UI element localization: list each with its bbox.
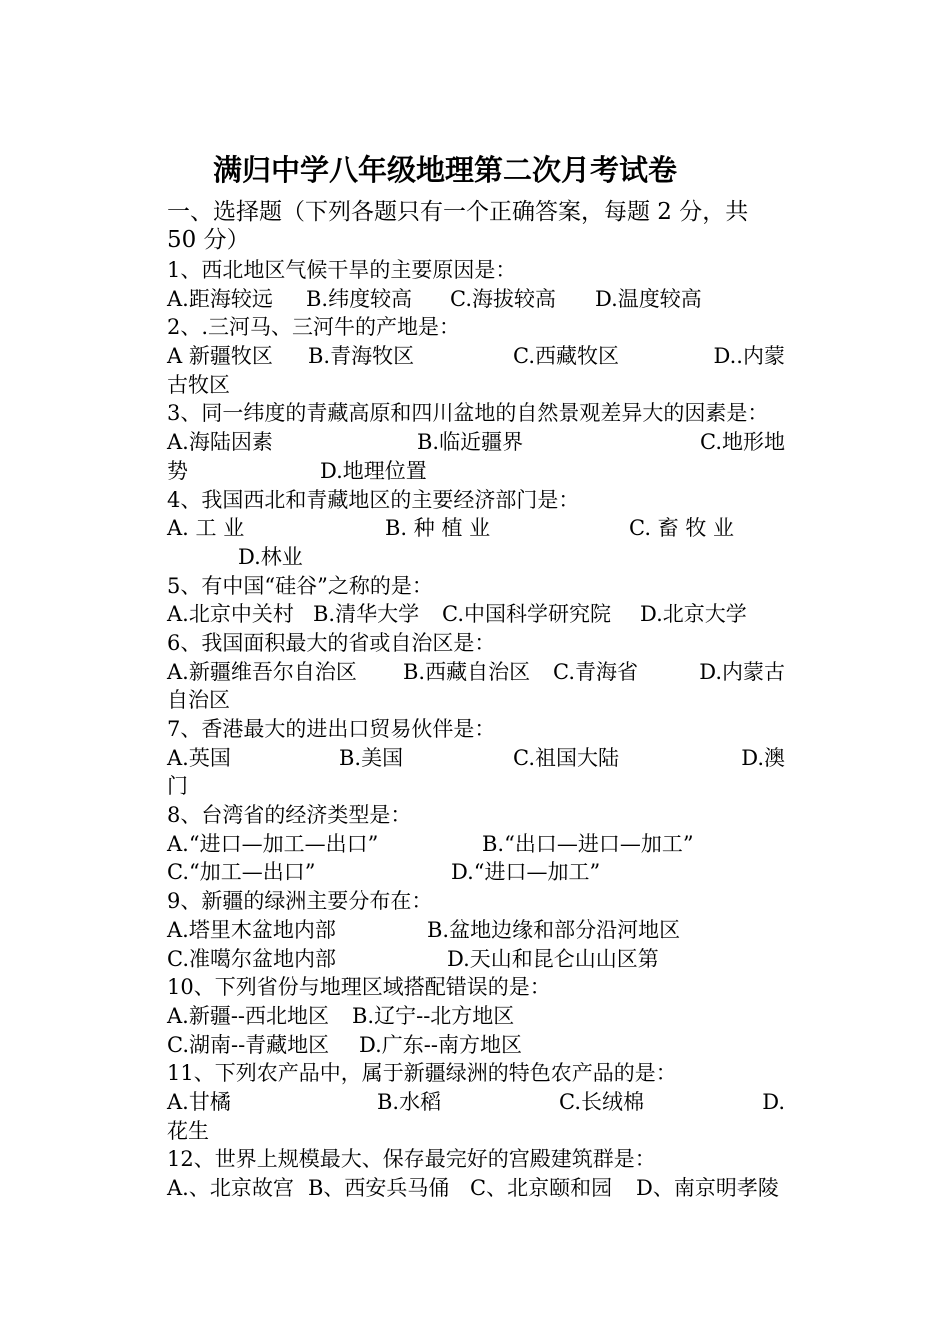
question-9: 9、新疆的绿洲主要分布在： [167, 889, 433, 914]
q2-option-b: B.青海牧区 [308, 344, 415, 369]
q9-option-c: C.准噶尔盆地内部 [167, 946, 336, 971]
question-7: 7、香港最大的进出口贸易伙伴是： [167, 717, 496, 741]
q1-option-d: D.温度较高 [595, 286, 702, 311]
q3-option-c-wrap: 势 [167, 458, 188, 483]
question-4: 4、我国西北和青藏地区的主要经济部门是： [167, 487, 580, 512]
question-12: 12、世界上规模最大、保存最完好的宫殿建筑群是： [167, 1147, 656, 1172]
q7-option-a: A.英国 [167, 745, 231, 770]
question-6: 6、我国面积最大的省或自治区是： [167, 630, 496, 655]
q12-options [167, 1174, 787, 1203]
q6-option-b: B.西藏自治区 [403, 659, 531, 684]
question-10: 10、下列省份与地理区域搭配错误的是： [167, 975, 551, 1000]
q5-option-b: B.清华大学 [313, 602, 420, 627]
q3-options-cont [167, 457, 787, 486]
q2-options [167, 342, 787, 371]
q4-option-a: A. 工 业 [167, 516, 245, 541]
q9-option-b: B.盆地边缘和部分沿河地区 [427, 917, 681, 942]
q3-option-d: D.地理位置 [320, 458, 427, 483]
question-1: 1、西北地区气候干旱的主要原因是： [167, 258, 517, 282]
question-8: 8、台湾省的经济类型是： [167, 803, 412, 828]
q8-options-cont [167, 858, 787, 887]
q6-option-a: A.新疆维吾尔自治区 [167, 659, 357, 684]
question-2: 2、.三河马、三河牛的产地是： [167, 315, 461, 340]
q6-option-d: D.内蒙古 [699, 659, 785, 684]
q3-option-b: B.临近疆界 [417, 430, 524, 455]
q4-option-b: B. 种 植 业 [385, 516, 491, 541]
q4-option-d: D.林业 [238, 544, 303, 569]
q7-option-d: D.澳 [741, 745, 785, 770]
question-11: 11、下列农产品中，属于新疆绿洲的特色农产品的是： [167, 1061, 677, 1086]
q12-option-d: D、南京明孝陵 [636, 1176, 779, 1200]
q11-options [167, 1088, 787, 1117]
q4-options [167, 514, 787, 543]
exam-title: 满归中学八年级地理第二次月考试卷 [212, 153, 677, 187]
q10-options-cont [167, 1031, 787, 1060]
exam-content [167, 198, 787, 1203]
q7-option-c: C.祖国大陆 [513, 745, 619, 770]
q8-option-b: B.“出口—进口—加工” [482, 831, 694, 856]
q9-options [167, 916, 787, 945]
q12-option-a: A.、北京故宫 [167, 1176, 294, 1200]
q5-option-c: C.中国科学研究院 [442, 602, 611, 627]
q11-option-a: A.甘橘 [167, 1089, 231, 1114]
q3-option-c: C.地形地 [700, 430, 785, 455]
q12-option-c: C、北京颐和园 [470, 1176, 613, 1200]
q11-option-d-wrap: 花生 [167, 1118, 209, 1143]
q5-option-d: D.北京大学 [640, 602, 747, 627]
q5-options [167, 600, 787, 629]
q11-option-b: B.水稻 [377, 1089, 442, 1114]
q9-option-d: D.天山和昆仑山山区第 [447, 946, 659, 971]
q2-option-a: A 新疆牧区 [167, 344, 273, 369]
question-3: 3、同一纬度的青藏高原和四川盆地的自然景观差异大的因素是： [167, 401, 769, 426]
q1-options [167, 285, 787, 314]
q8-options [167, 830, 787, 859]
q11-option-d: D. [762, 1089, 785, 1114]
q11-option-c: C.长绒棉 [559, 1089, 644, 1114]
q5-option-a: A.北京中关村 [167, 602, 294, 627]
q3-option-a: A.海陆因素 [167, 430, 273, 455]
section-heading: 一、选择题（下列各题只有一个正确答案，每题 2 分，共 [167, 199, 749, 225]
q1-option-b: B.纬度较高 [306, 286, 413, 311]
q7-option-b: B.美国 [339, 745, 404, 770]
section-heading-cont: 50 分） [167, 227, 250, 253]
q10-option-d: D.广东--南方地区 [359, 1032, 522, 1057]
q6-option-d-wrap: 自治区 [167, 688, 230, 713]
q4-options-cont [167, 543, 787, 572]
q10-option-a: A.新疆--西北地区 [167, 1003, 330, 1028]
q10-option-c: C.湖南--青藏地区 [167, 1032, 330, 1057]
q10-option-b: B.辽宁--北方地区 [352, 1003, 515, 1028]
q4-option-c: C. 畜 牧 业 [629, 516, 735, 541]
q1-option-c: C.海拔较高 [450, 286, 556, 311]
q1-option-a: A.距海较远 [167, 286, 273, 311]
q2-option-d-wrap: 古牧区 [167, 372, 230, 397]
q7-option-d-wrap: 门 [167, 774, 188, 799]
q10-options [167, 1002, 787, 1031]
q8-option-d: D.“进口—加工” [451, 860, 601, 885]
q2-option-c: C.西藏牧区 [513, 344, 619, 369]
q8-option-a: A.“进口—加工—出口” [167, 831, 379, 856]
q2-option-d: D..内蒙 [713, 344, 785, 369]
q6-options [167, 658, 787, 687]
q8-option-c: C.“加工—出口” [167, 860, 316, 885]
q9-option-a: A.塔里木盆地内部 [167, 917, 336, 942]
q6-option-c: C.青海省 [553, 659, 638, 684]
q3-options [167, 428, 787, 457]
q12-option-b: B、西安兵马俑 [308, 1176, 450, 1200]
q9-options-cont [167, 945, 787, 974]
q7-options [167, 744, 787, 773]
question-5: 5、有中国“硅谷”之称的是： [167, 573, 433, 598]
